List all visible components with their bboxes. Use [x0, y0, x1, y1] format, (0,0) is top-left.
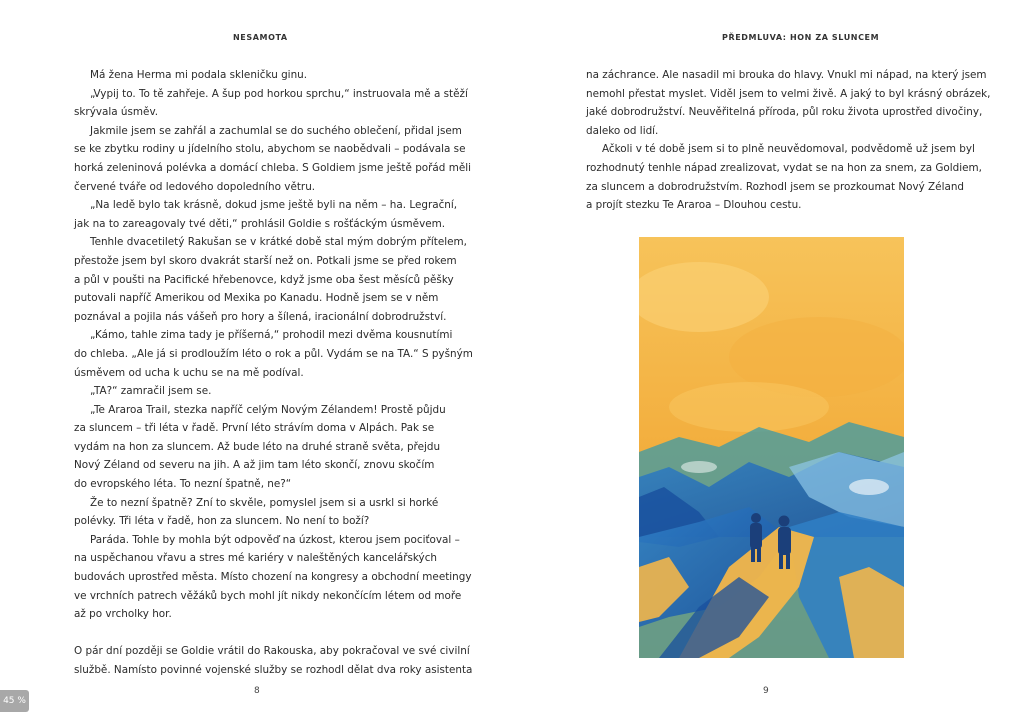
left-page-blank-line [74, 624, 444, 643]
right-page-text-line: rozhodnutý tenhle nápad zrealizovat, vydat se na hon za snem, za Goldiem, [586, 161, 982, 174]
running-head-right: PŘEDMLUVA: HON ZA SLUNCEM [722, 33, 880, 42]
left-page-text-line: Má žena Herma mi podala skleničku ginu. [90, 69, 308, 81]
right-page-text-line: na záchrance. Ale nasadil mi brouka do hlavy. Vnukl mi nápad, na který jsem [586, 69, 987, 81]
left-page-text-line: ve vrchních patrech věžáků bych mohl jít nikdy nekončícím létem od moře [74, 589, 462, 602]
left-page-text-line: se ke zbytku rodiny u jídelního stolu, abychom se naobědvali – podávala se [74, 143, 466, 156]
right-page-text-line: Ačkoli v té době jsem si to plně neuvědomoval, podvědomě už jsem byl [602, 143, 975, 156]
left-page-text-line: polévky. Tři léta v řadě, hon za sluncem. No není to boží? [74, 515, 370, 528]
left-page-text-line: „Na ledě bylo tak krásně, dokud jsme ještě byli na něm – ha. Legrační, [90, 199, 458, 212]
left-page-text-line: O pár dní později se Goldie vrátil do Rakouska, aby pokračoval ve své civilní [74, 645, 470, 658]
left-page-text-line: do evropského léta. To nezní špatně, ne?“ [74, 478, 292, 491]
left-page-text-line: „Vypij to. To tě zahřeje. A šup pod horkou sprchu,“ instruovala mě a stěží [90, 87, 468, 100]
left-page-text-line: budovách uprostřed města. Místo chození na kongresy a obchodní meetingy [74, 571, 472, 584]
left-page-text-line: a půl v poušti na Pacifické hřebenovce, když jsme oba šest měsíců pěšky [74, 273, 454, 286]
zoom-level-indicator[interactable]: 45 % [0, 690, 29, 712]
page-number-right: 9 [763, 686, 769, 696]
left-page-text-line: za sluncem – tři léta v řadě. První léto strávím doma v Alpách. Pak se [74, 422, 435, 435]
left-page-text-line: „Kámo, tahle zima tady je příšerná,“ prohodil mezi dvěma kousnutími [90, 329, 453, 342]
left-page-text-line: Nový Zéland od severu na jih. A až jim tam léto skončí, znovu skočím [74, 459, 435, 472]
left-page-text-line: skrývala úsměv. [74, 106, 159, 119]
left-page-text-line: „Te Araroa Trail, stezka napříč celým Novým Zélandem! Prostě půjdu [90, 403, 446, 416]
left-page-text-line: Tenhle dvacetiletý Rakušan se v krátké době stal mým dobrým přítelem, [90, 236, 467, 249]
left-page-text-line: horká zeleninová polévka a domácí chleba. S Goldiem jsme ještě pořád měli [74, 161, 471, 174]
right-page-text [586, 66, 991, 215]
left-page-text-line: Že to nezní špatně? Zní to skvěle, pomyslel jsem si a usrkl si horké [90, 496, 439, 509]
left-page-text [74, 66, 473, 680]
right-page-text-line: daleko od lidí. [586, 124, 659, 137]
left-page-text-line: putovali napříč Amerikou od Mexika po Kanadu. Hodně jsem se v něm [74, 292, 439, 305]
left-page-text-line: „TA?“ zamračil jsem se. [90, 385, 212, 398]
right-page-text-line: za sluncem a dobrodružstvím. Rozhodl jsem se prozkoumat Nový Zéland [586, 180, 965, 193]
left-page-text-line: přestože jsem byl skoro dvakrát starší než on. Potkali jsme se před rokem [74, 254, 457, 267]
watercolor-hikers-illustration [639, 237, 904, 658]
left-page-text-line: poznával a pojila nás vášeň pro hory a šílená, iracionální dobrodružství. [74, 310, 447, 323]
running-head-left: NESAMOTA [233, 33, 288, 42]
left-page-text-line: jak na to zareagovaly tvé děti,“ prohlásil Goldie s rošťáckým úsměvem. [74, 217, 446, 230]
left-page-text-line: vydám na hon za sluncem. Až bude léto na druhé straně světa, přejdu [74, 440, 441, 453]
right-page-text-line: nemohl přestat myslet. Viděl jsem to velmi živě. A jaký to byl krásný obrázek, [586, 87, 991, 100]
left-page-text-line: Paráda. Tohle by mohla být odpověď na úzkost, kterou jsem pociťoval – [90, 533, 460, 546]
left-page-text-line: na uspěchanou vřavu a stres mé kariéry v naleštěných kancelářských [74, 552, 437, 565]
left-page-text-line: červené tváře od ledového dopoledního větru. [74, 180, 316, 193]
left-page-text-line: službě. Namísto povinné vojenské služby se rozhodl dělat dva roky asistenta [74, 664, 473, 676]
left-page-text-line: do chleba. „Ale já si prodloužím léto o rok a půl. Vydám se na TA.“ S pyšným [74, 347, 473, 360]
left-page-text-line: úsměvem od ucha k uchu se na mě podíval. [74, 366, 304, 379]
page-number-left: 8 [254, 686, 260, 696]
left-page-text-line: Jakmile jsem se zahřál a zachumlal se do suchého oblečení, přidal jsem [90, 124, 462, 137]
right-page-text-line: a projít stezku Te Araroa – Dlouhou cestu. [586, 199, 802, 212]
right-page-text-line: jaké dobrodružství. Neuvěřitelná příroda, půl roku života uprostřed divočiny, [586, 106, 983, 119]
left-page-text-line: až po vrcholky hor. [74, 608, 172, 621]
